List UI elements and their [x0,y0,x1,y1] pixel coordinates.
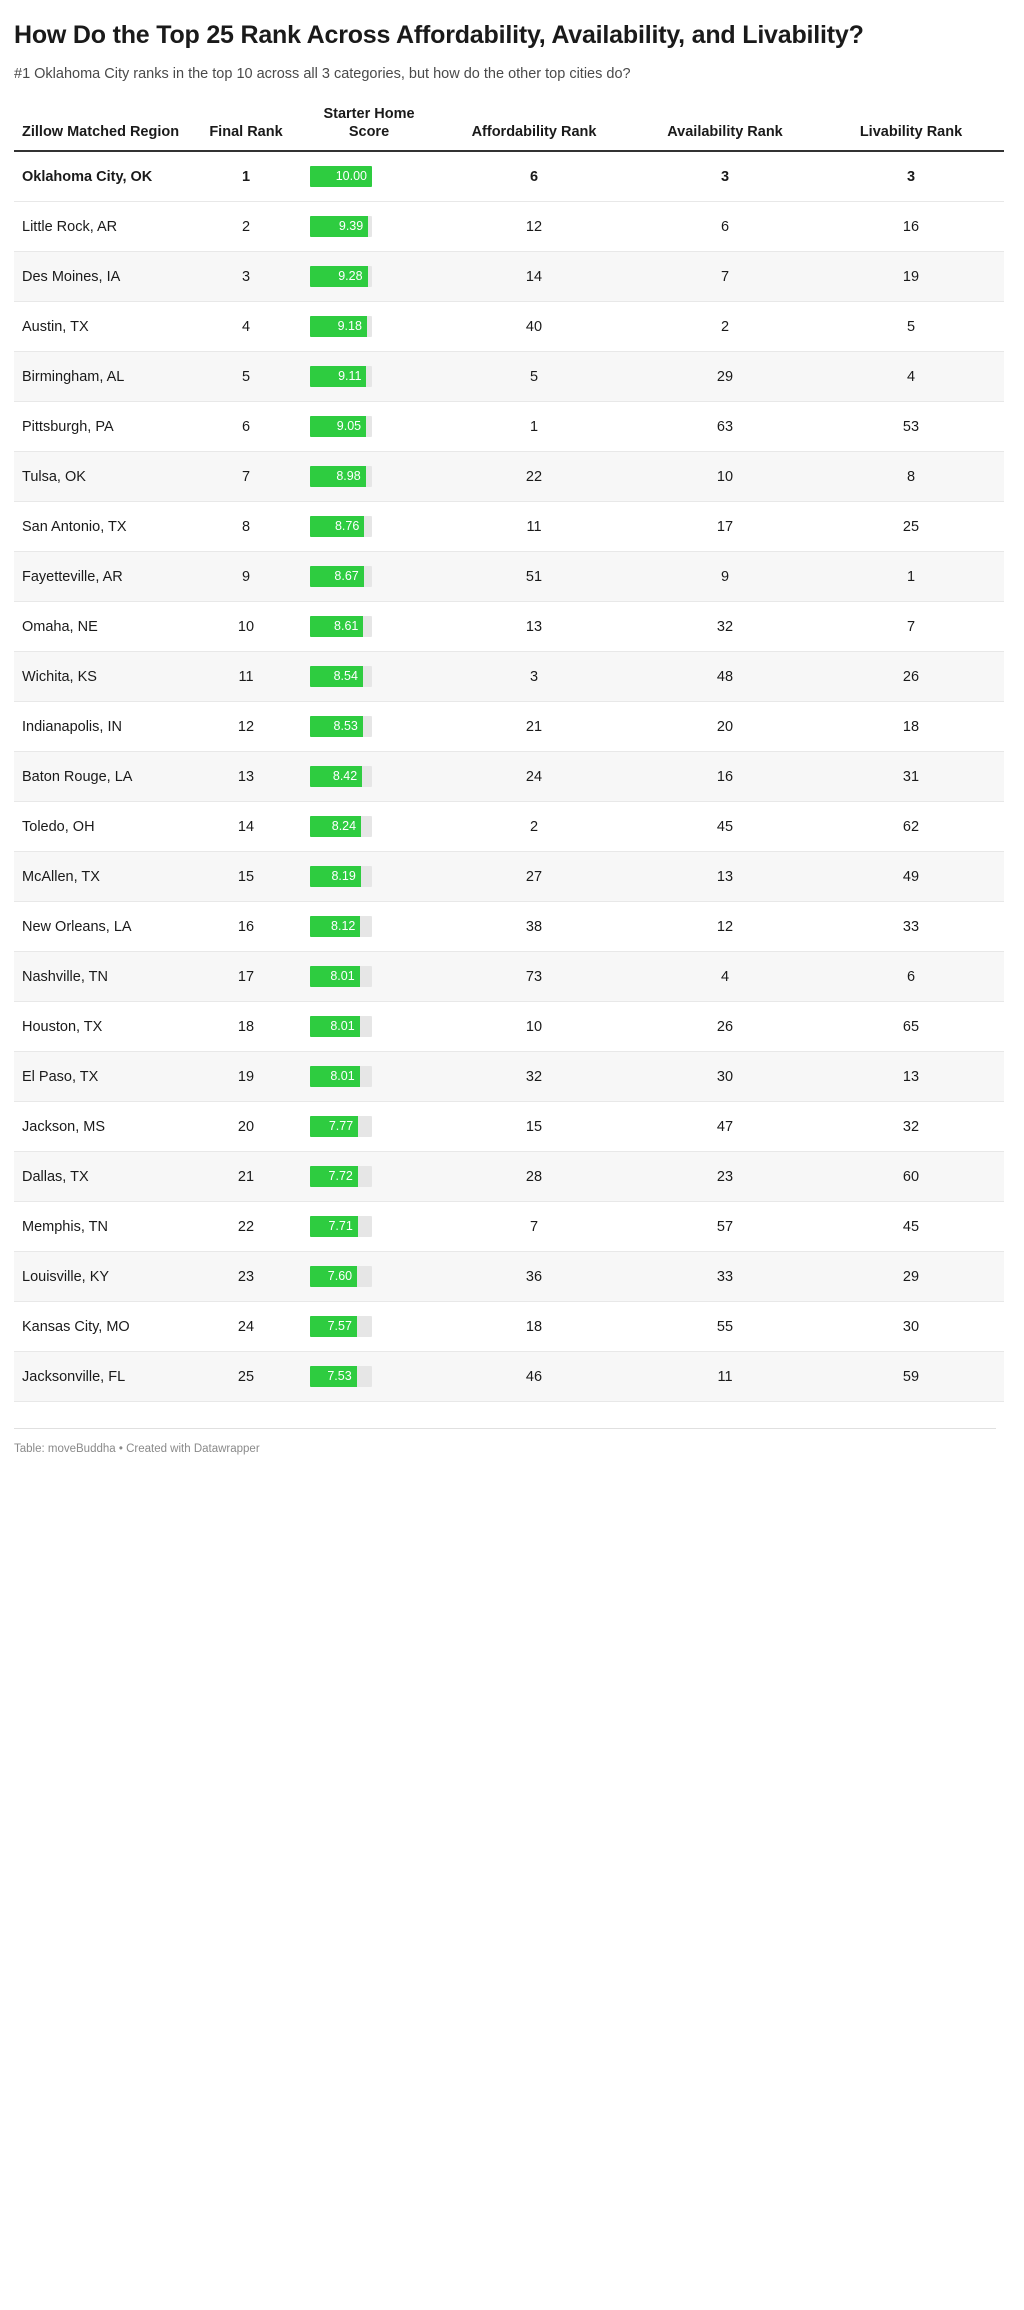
cell-affordability-rank: 21 [436,702,632,752]
table-header [14,106,1004,151]
cell-final-rank: 8 [190,502,302,552]
cell-livability-rank: 25 [818,502,1004,552]
cell-region: Jackson, MS [14,1102,190,1152]
table-row [14,502,1004,552]
column-header-starter-home-score: Starter Home Score [302,106,436,151]
cell-affordability-rank: 38 [436,902,632,952]
table-row [14,202,1004,252]
score-bar-label: 8.01 [330,1019,355,1034]
score-bar-track [310,966,372,987]
score-bar-label: 8.61 [334,619,359,634]
cell-final-rank: 17 [190,952,302,1002]
score-bar-track [310,1016,372,1037]
cell-livability-rank: 4 [818,352,1004,402]
score-bar-track [310,866,372,887]
cell-starter-home-score [302,352,436,402]
score-bar-label: 9.28 [338,269,363,284]
score-bar-track [310,1116,372,1137]
table-row [14,802,1004,852]
score-bar-label: 8.53 [333,719,358,734]
cell-availability-rank: 23 [632,1152,818,1202]
cell-final-rank: 13 [190,752,302,802]
cell-availability-rank: 32 [632,602,818,652]
score-bar-label: 8.42 [332,769,358,784]
cell-livability-rank: 32 [818,1102,1004,1152]
score-bar-track [310,1166,372,1187]
cell-starter-home-score [302,802,436,852]
score-bar-track [310,566,372,587]
score-bar-label: 8.54 [333,669,358,684]
cell-final-rank: 3 [190,252,302,302]
cell-final-rank: 10 [190,602,302,652]
column-header-livability-rank: Livability Rank [818,106,1004,151]
score-bar-track [310,366,372,387]
cell-starter-home-score [302,702,436,752]
table-row [14,752,1004,802]
cell-livability-rank: 49 [818,852,1004,902]
table-row [14,552,1004,602]
table-row [14,702,1004,752]
cell-starter-home-score [302,752,436,802]
cell-livability-rank: 7 [818,602,1004,652]
cell-starter-home-score [302,1102,436,1152]
cell-availability-rank: 45 [632,802,818,852]
score-bar-track [310,466,372,487]
score-bar-track [310,1066,372,1087]
cell-livability-rank: 45 [818,1202,1004,1252]
cell-affordability-rank: 11 [436,502,632,552]
cell-availability-rank: 48 [632,652,818,702]
cell-region: Kansas City, MO [14,1302,190,1352]
cell-availability-rank: 57 [632,1202,818,1252]
cell-final-rank: 20 [190,1102,302,1152]
cell-availability-rank: 11 [632,1352,818,1402]
cell-affordability-rank: 24 [436,752,632,802]
column-header-final-rank: Final Rank [190,106,302,151]
cell-final-rank: 6 [190,402,302,452]
cell-final-rank: 16 [190,902,302,952]
cell-final-rank: 11 [190,652,302,702]
cell-availability-rank: 33 [632,1252,818,1302]
cell-final-rank: 9 [190,552,302,602]
cell-starter-home-score [302,1202,436,1252]
cell-livability-rank: 53 [818,402,1004,452]
cell-region: Fayetteville, AR [14,552,190,602]
cell-starter-home-score [302,452,436,502]
cell-starter-home-score [302,602,436,652]
cell-starter-home-score [302,952,436,1002]
cell-livability-rank: 30 [818,1302,1004,1352]
cell-region: New Orleans, LA [14,902,190,952]
cell-availability-rank: 3 [632,151,818,202]
score-bar-track [310,666,372,687]
cell-availability-rank: 16 [632,752,818,802]
cell-region: Indianapolis, IN [14,702,190,752]
cell-region: Memphis, TN [14,1202,190,1252]
cell-availability-rank: 6 [632,202,818,252]
cell-starter-home-score [302,1152,436,1202]
score-bar-track [310,166,372,187]
cell-region: Tulsa, OK [14,452,190,502]
cell-starter-home-score [302,852,436,902]
cell-region: Dallas, TX [14,1152,190,1202]
score-bar-label: 8.67 [334,569,359,584]
cell-availability-rank: 20 [632,702,818,752]
cell-region: Jacksonville, FL [14,1352,190,1402]
table-row [14,302,1004,352]
cell-final-rank: 18 [190,1002,302,1052]
score-bar-track [310,1216,372,1237]
cell-starter-home-score [302,302,436,352]
cell-livability-rank: 13 [818,1052,1004,1102]
cell-availability-rank: 26 [632,1002,818,1052]
cell-affordability-rank: 46 [436,1352,632,1402]
cell-starter-home-score [302,552,436,602]
cell-region: Baton Rouge, LA [14,752,190,802]
cell-availability-rank: 10 [632,452,818,502]
cell-final-rank: 12 [190,702,302,752]
cell-region: Birmingham, AL [14,352,190,402]
score-bar-label: 8.76 [334,519,360,534]
table-row [14,1002,1004,1052]
ranking-table [14,106,1004,1402]
score-bar-label: 8.24 [331,819,357,834]
table-row [14,852,1004,902]
table-row [14,1352,1004,1402]
cell-starter-home-score [302,652,436,702]
cell-affordability-rank: 6 [436,151,632,202]
cell-affordability-rank: 32 [436,1052,632,1102]
cell-region: Pittsburgh, PA [14,402,190,452]
cell-region: Omaha, NE [14,602,190,652]
score-bar-label: 10.00 [335,169,367,184]
cell-region: Des Moines, IA [14,252,190,302]
cell-availability-rank: 63 [632,402,818,452]
score-bar-track [310,716,372,737]
cell-region: Little Rock, AR [14,202,190,252]
cell-region: San Antonio, TX [14,502,190,552]
cell-starter-home-score [302,252,436,302]
table-body [14,151,1004,1402]
table-row [14,952,1004,1002]
score-bar-track [310,916,372,937]
cell-availability-rank: 13 [632,852,818,902]
cell-affordability-rank: 15 [436,1102,632,1152]
cell-livability-rank: 31 [818,752,1004,802]
score-bar-track [310,266,372,287]
table-row [14,1102,1004,1152]
cell-final-rank: 23 [190,1252,302,1302]
cell-availability-rank: 30 [632,1052,818,1102]
cell-livability-rank: 62 [818,802,1004,852]
cell-affordability-rank: 36 [436,1252,632,1302]
cell-affordability-rank: 2 [436,802,632,852]
cell-final-rank: 21 [190,1152,302,1202]
cell-affordability-rank: 12 [436,202,632,252]
cell-region: Nashville, TN [14,952,190,1002]
table-row [14,652,1004,702]
cell-availability-rank: 12 [632,902,818,952]
cell-livability-rank: 8 [818,452,1004,502]
cell-livability-rank: 33 [818,902,1004,952]
cell-affordability-rank: 22 [436,452,632,502]
cell-affordability-rank: 28 [436,1152,632,1202]
score-bar-label: 8.01 [330,1069,355,1084]
cell-affordability-rank: 7 [436,1202,632,1252]
score-bar-track [310,766,372,787]
cell-final-rank: 14 [190,802,302,852]
cell-affordability-rank: 18 [436,1302,632,1352]
cell-availability-rank: 4 [632,952,818,1002]
score-bar-label: 9.05 [336,419,362,434]
score-bar-label: 7.77 [328,1119,354,1134]
cell-livability-rank: 5 [818,302,1004,352]
cell-starter-home-score [302,402,436,452]
cell-final-rank: 2 [190,202,302,252]
cell-affordability-rank: 27 [436,852,632,902]
score-bar-label: 7.53 [327,1369,352,1384]
cell-livability-rank: 29 [818,1252,1004,1302]
page-title: How Do the Top 25 Rank Across Affordability, Availability, and Livability? [14,21,864,49]
table-row [14,352,1004,402]
cell-livability-rank: 6 [818,952,1004,1002]
score-bar-track [310,816,372,837]
score-bar-track [310,1366,372,1387]
cell-final-rank: 15 [190,852,302,902]
cell-starter-home-score [302,502,436,552]
table-row [14,1052,1004,1102]
cell-availability-rank: 9 [632,552,818,602]
table-row [14,1152,1004,1202]
cell-affordability-rank: 51 [436,552,632,602]
cell-final-rank: 22 [190,1202,302,1252]
table-row [14,252,1004,302]
cell-availability-rank: 17 [632,502,818,552]
table-row [14,151,1004,202]
score-bar-label: 7.71 [328,1219,353,1234]
cell-final-rank: 19 [190,1052,302,1102]
cell-availability-rank: 29 [632,352,818,402]
score-bar-label: 9.11 [338,369,362,384]
cell-livability-rank: 60 [818,1152,1004,1202]
column-header-region: Zillow Matched Region [14,106,190,151]
cell-livability-rank: 26 [818,652,1004,702]
table-row [14,452,1004,502]
score-bar-track [310,416,372,437]
cell-final-rank: 4 [190,302,302,352]
cell-starter-home-score [302,902,436,952]
cell-starter-home-score [302,1252,436,1302]
cell-final-rank: 24 [190,1302,302,1352]
cell-affordability-rank: 40 [436,302,632,352]
page-subtitle: #1 Oklahoma City ranks in the top 10 across all 3 categories, but how do the other top cities do? [14,65,631,82]
cell-availability-rank: 7 [632,252,818,302]
cell-availability-rank: 2 [632,302,818,352]
column-header-affordability-rank: Affordability Rank [436,106,632,151]
table-row [14,602,1004,652]
cell-livability-rank: 65 [818,1002,1004,1052]
cell-affordability-rank: 14 [436,252,632,302]
cell-livability-rank: 19 [818,252,1004,302]
score-bar-track [310,616,372,637]
cell-region: Austin, TX [14,302,190,352]
cell-region: Toledo, OH [14,802,190,852]
cell-affordability-rank: 3 [436,652,632,702]
column-header-availability-rank: Availability Rank [632,106,818,151]
cell-starter-home-score [302,151,436,202]
score-bar-label: 8.01 [330,969,355,984]
cell-region: El Paso, TX [14,1052,190,1102]
cell-region: Wichita, KS [14,652,190,702]
cell-starter-home-score [302,1052,436,1102]
cell-livability-rank: 3 [818,151,1004,202]
cell-region: Louisville, KY [14,1252,190,1302]
table-row [14,1252,1004,1302]
cell-region: Houston, TX [14,1002,190,1052]
table-header-row [14,106,1004,151]
score-bar-label: 9.39 [338,219,364,234]
score-bar-track [310,1316,372,1337]
cell-region: McAllen, TX [14,852,190,902]
cell-final-rank: 7 [190,452,302,502]
score-bar-label: 8.98 [336,469,361,484]
cell-affordability-rank: 13 [436,602,632,652]
cell-livability-rank: 1 [818,552,1004,602]
table-row [14,1302,1004,1352]
chart-footer: Table: moveBuddha • Created with Datawrapper [14,1428,996,1471]
cell-availability-rank: 55 [632,1302,818,1352]
cell-starter-home-score [302,1352,436,1402]
cell-livability-rank: 16 [818,202,1004,252]
cell-starter-home-score [302,202,436,252]
cell-availability-rank: 47 [632,1102,818,1152]
cell-livability-rank: 59 [818,1352,1004,1402]
score-bar-label: 7.57 [327,1319,352,1334]
score-bar-track [310,316,372,337]
cell-final-rank: 1 [190,151,302,202]
cell-affordability-rank: 5 [436,352,632,402]
cell-affordability-rank: 10 [436,1002,632,1052]
cell-livability-rank: 18 [818,702,1004,752]
score-bar-label: 8.12 [331,919,356,934]
score-bar-track [310,516,372,537]
score-bar-track [310,1266,372,1287]
score-bar-label: 7.60 [327,1269,353,1284]
score-bar-label: 8.19 [331,869,356,884]
cell-starter-home-score [302,1302,436,1352]
score-bar-label: 9.18 [337,319,362,334]
cell-starter-home-score [302,1002,436,1052]
cell-final-rank: 5 [190,352,302,402]
score-bar-track [310,216,372,237]
table-row [14,1202,1004,1252]
score-bar-label: 7.72 [328,1169,353,1184]
cell-final-rank: 25 [190,1352,302,1402]
cell-affordability-rank: 1 [436,402,632,452]
cell-affordability-rank: 73 [436,952,632,1002]
table-row [14,902,1004,952]
cell-region: Oklahoma City, OK [14,151,190,202]
table-row [14,402,1004,452]
